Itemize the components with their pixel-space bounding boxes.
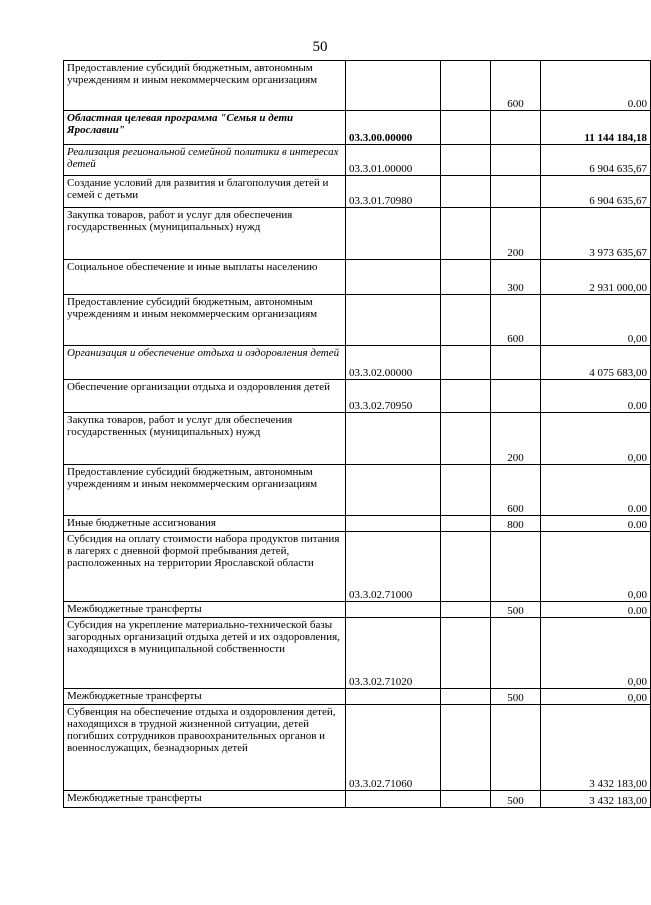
row-amount-cell: 0.00 [541, 61, 651, 111]
row-amount-cell: 0,00 [541, 618, 651, 689]
row-amount-cell: 6 904 635,67 [541, 145, 651, 176]
row-blank-cell [441, 380, 491, 413]
row-type-cell: 600 [491, 295, 541, 346]
row-code-cell [346, 295, 441, 346]
row-name-cell: Предоставление субсидий бюджетным, автономным учреждениям и иным некоммерческим организациям [64, 61, 346, 111]
row-blank-cell [441, 61, 491, 111]
row-amount-cell: 0,00 [541, 295, 651, 346]
row-code-cell: 03.3.02.70950 [346, 380, 441, 413]
row-type-cell: 800 [491, 516, 541, 532]
row-type-cell [491, 532, 541, 602]
row-code-cell [346, 791, 441, 808]
row-name-cell: Социальное обеспечение и иные выплаты населению [64, 260, 346, 295]
row-name-cell: Закупка товаров, работ и услуг для обеспечения государственных (муниципальных) нужд [64, 208, 346, 260]
row-type-cell [491, 705, 541, 791]
row-type-cell [491, 145, 541, 176]
row-name-cell: Предоставление субсидий бюджетным, автономным учреждениям и иным некоммерческим организациям [64, 465, 346, 516]
row-code-cell [346, 208, 441, 260]
row-blank-cell [441, 346, 491, 380]
row-blank-cell [441, 465, 491, 516]
row-blank-cell [441, 111, 491, 145]
row-name-cell: Областная целевая программа "Семья и дети Ярославии" [64, 111, 346, 145]
table-row [64, 380, 651, 413]
table-row [64, 602, 651, 618]
row-code-cell [346, 413, 441, 465]
table-row [64, 791, 651, 808]
row-blank-cell [441, 516, 491, 532]
row-code-cell: 03.3.02.71060 [346, 705, 441, 791]
row-blank-cell [441, 413, 491, 465]
row-name-cell: Межбюджетные трансферты [64, 602, 346, 618]
row-blank-cell [441, 791, 491, 808]
row-code-cell [346, 260, 441, 295]
table-row [64, 61, 651, 111]
row-code-cell: 03.3.02.00000 [346, 346, 441, 380]
row-type-cell [491, 176, 541, 208]
budget-table-body [64, 61, 651, 808]
row-type-cell [491, 618, 541, 689]
row-amount-cell: 0,00 [541, 689, 651, 705]
row-blank-cell [441, 145, 491, 176]
row-code-cell: 03.3.02.71020 [346, 618, 441, 689]
table-row [64, 413, 651, 465]
table-row [64, 208, 651, 260]
table-row [64, 346, 651, 380]
table-row [64, 465, 651, 516]
row-amount-cell: 6 904 635,67 [541, 176, 651, 208]
table-row [64, 111, 651, 145]
row-name-cell: Субвенция на обеспечение отдыха и оздоровления детей, находящихся в трудной жизненной ситуации, детей погибших сотрудников правоохранительных органов и военнослужащих, безнадзорных детей [64, 705, 346, 791]
row-code-cell: 03.3.01.00000 [346, 145, 441, 176]
row-code-cell [346, 465, 441, 516]
table-row [64, 532, 651, 602]
row-amount-cell: 0.00 [541, 516, 651, 532]
page-number: 50 [312, 39, 328, 55]
row-name-cell: Субсидия на укрепление материально-технической базы загородных организаций отдыха детей и их оздоровления, находящихся в муниципальной собственности [64, 618, 346, 689]
row-amount-cell: 0,00 [541, 532, 651, 602]
table-row [64, 145, 651, 176]
row-type-cell [491, 380, 541, 413]
row-amount-cell: 3 973 635,67 [541, 208, 651, 260]
row-blank-cell [441, 295, 491, 346]
row-type-cell [491, 346, 541, 380]
row-type-cell: 600 [491, 61, 541, 111]
row-blank-cell [441, 208, 491, 260]
row-amount-cell: 2 931 000,00 [541, 260, 651, 295]
row-amount-cell: 0,00 [541, 413, 651, 465]
row-code-cell: 03.3.01.70980 [346, 176, 441, 208]
row-blank-cell [441, 618, 491, 689]
row-type-cell: 300 [491, 260, 541, 295]
table-row [64, 705, 651, 791]
row-name-cell: Создание условий для развития и благополучия детей и семей с детьми [64, 176, 346, 208]
row-amount-cell: 3 432 183,00 [541, 791, 651, 808]
row-name-cell: Закупка товаров, работ и услуг для обеспечения государственных (муниципальных) нужд [64, 413, 346, 465]
row-blank-cell [441, 532, 491, 602]
table-row [64, 176, 651, 208]
table-row [64, 618, 651, 689]
row-amount-cell: 11 144 184,18 [541, 111, 651, 145]
row-type-cell: 500 [491, 791, 541, 808]
row-code-cell: 03.3.00.00000 [346, 111, 441, 145]
row-name-cell: Обеспечение организации отдыха и оздоровления детей [64, 380, 346, 413]
row-blank-cell [441, 260, 491, 295]
row-type-cell: 200 [491, 208, 541, 260]
row-code-cell [346, 689, 441, 705]
row-name-cell: Предоставление субсидий бюджетным, автономным учреждениям и иным некоммерческим организациям [64, 295, 346, 346]
row-amount-cell: 0.00 [541, 380, 651, 413]
row-code-cell [346, 516, 441, 532]
row-blank-cell [441, 176, 491, 208]
row-code-cell [346, 602, 441, 618]
row-name-cell: Межбюджетные трансферты [64, 791, 346, 808]
table-row [64, 689, 651, 705]
table-row [64, 295, 651, 346]
row-name-cell: Иные бюджетные ассигнования [64, 516, 346, 532]
row-type-cell: 500 [491, 602, 541, 618]
row-blank-cell [441, 602, 491, 618]
row-type-cell [491, 111, 541, 145]
row-blank-cell [441, 705, 491, 791]
row-blank-cell [441, 689, 491, 705]
row-name-cell: Организация и обеспечение отдыха и оздоровления детей [64, 346, 346, 380]
row-name-cell: Субсидия на оплату стоимости набора продуктов питания в лагерях с дневной формой пребывания детей, расположенных на территории Ярославской области [64, 532, 346, 602]
row-name-cell: Межбюджетные трансферты [64, 689, 346, 705]
row-code-cell: 03.3.02.71000 [346, 532, 441, 602]
row-code-cell [346, 61, 441, 111]
row-type-cell: 600 [491, 465, 541, 516]
row-type-cell: 500 [491, 689, 541, 705]
table-row [64, 260, 651, 295]
row-amount-cell: 3 432 183,00 [541, 705, 651, 791]
table-row [64, 516, 651, 532]
row-name-cell: Реализация региональной семейной политики в интересах детей [64, 145, 346, 176]
row-amount-cell: 0.00 [541, 602, 651, 618]
row-amount-cell: 4 075 683,00 [541, 346, 651, 380]
row-type-cell: 200 [491, 413, 541, 465]
budget-table [63, 60, 651, 808]
row-amount-cell: 0.00 [541, 465, 651, 516]
